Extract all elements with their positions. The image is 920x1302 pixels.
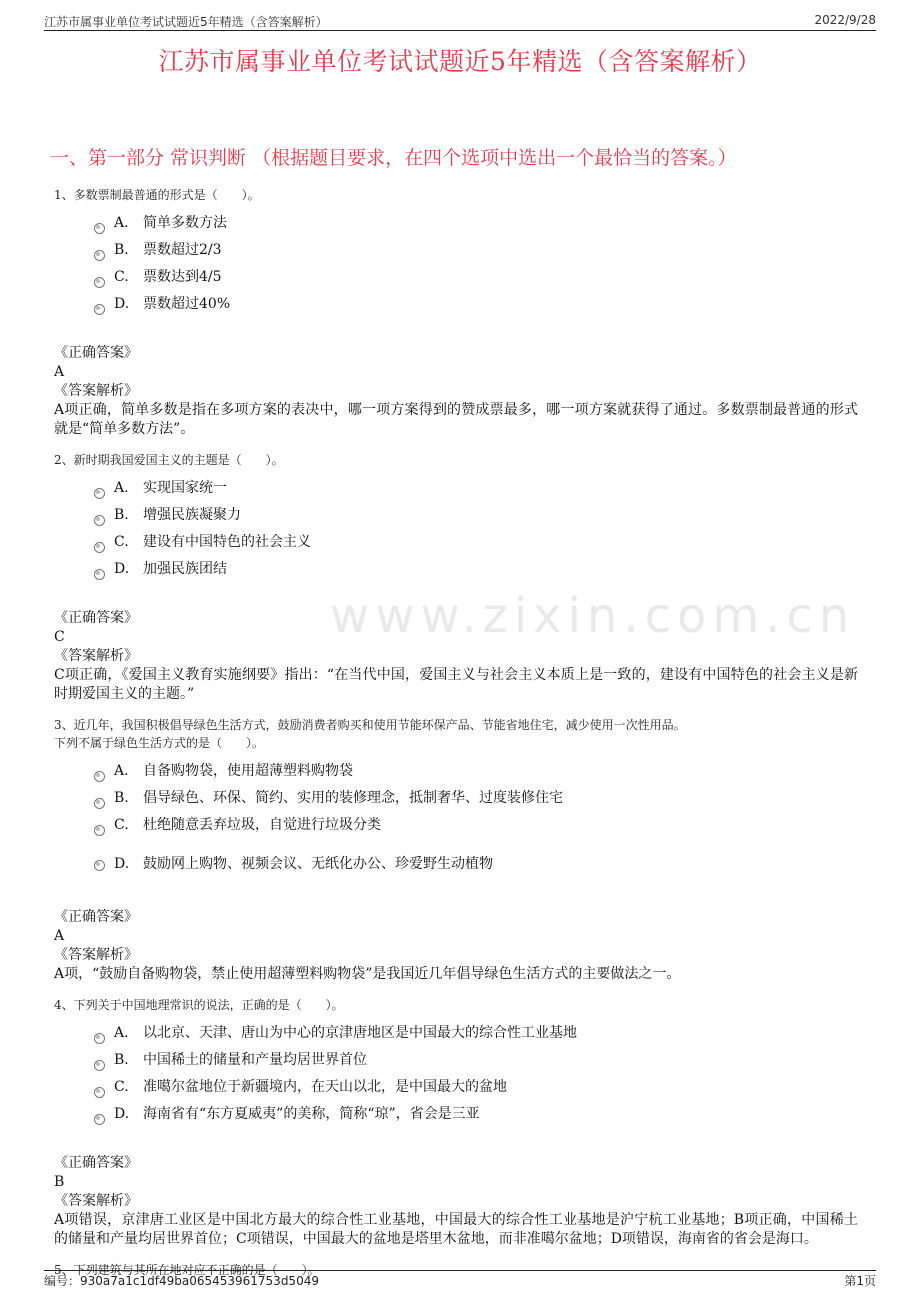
option-b[interactable] <box>94 502 858 529</box>
option-text: 自备购物袋，使用超薄塑料购物袋 <box>143 763 353 779</box>
radio-button[interactable] <box>94 1060 105 1071</box>
analysis-text: A项正确，简单多数是指在多项方案的表决中，哪一项方案得到的赞成票最多，哪一项方案就获得了通过。多数票制最普通的形式就是“简单多数方法”。 <box>54 402 858 437</box>
option-letter: B. <box>114 790 129 806</box>
option-d[interactable] <box>94 839 858 882</box>
option-b[interactable] <box>94 785 858 812</box>
option-text: 以北京、天津、唐山为中心的京津唐地区是中国最大的综合性工业基地 <box>143 1025 577 1041</box>
radio-button[interactable] <box>94 223 105 234</box>
option-c[interactable] <box>94 529 858 556</box>
question-list <box>54 186 858 1285</box>
radio-button[interactable] <box>94 515 105 526</box>
option-letter: D. <box>114 561 130 577</box>
correct-answer: C <box>54 629 65 645</box>
question-3 <box>54 716 858 984</box>
question-stem: 4、下列关于中国地理常识的说法，正确的是（ ）。 <box>54 998 344 1012</box>
answer-block <box>54 609 858 704</box>
option-text: 中国稀土的储量和产量均居世界首位 <box>143 1052 367 1068</box>
question-2 <box>54 451 858 704</box>
option-text: 准噶尔盆地位于新疆境内，在天山以北，是中国最大的盆地 <box>143 1079 507 1095</box>
question-stem: 3、近几年，我国积极倡导绿色生活方式，鼓励消费者购买和使用节能环保产品、节能省地住宅，减少使用一次性用品。 <box>54 718 686 732</box>
header-doc-title: 江苏市属事业单位考试试题近5年精选（含答案解析） <box>44 15 328 29</box>
option-b[interactable] <box>94 1047 858 1074</box>
analysis-label: 《答案解析》 <box>54 648 138 664</box>
option-a[interactable] <box>94 475 858 502</box>
radio-button[interactable] <box>94 542 105 553</box>
radio-button[interactable] <box>94 771 105 782</box>
analysis-text: A项错误，京津唐工业区是中国北方最大的综合性工业基地，中国最大的综合性工业基地是沪宁杭工业基地；B项正确，中国稀土的储量和产量均居世界首位；C项错误，中国最大的盆地是塔里木盆地，而非准噶尔盆地；D项错误，海南省的省会是海口。 <box>54 1212 858 1247</box>
option-text: 票数超过2/3 <box>143 242 222 258</box>
analysis-label: 《答案解析》 <box>54 1193 138 1209</box>
option-text: 杜绝随意丢弃垃圾，自觉进行垃圾分类 <box>143 817 381 833</box>
header-date: 2022/9/28 <box>814 13 876 27</box>
option-text: 海南省有“东方夏威夷”的美称，简称“琼”，省会是三亚 <box>143 1106 480 1122</box>
option-list <box>94 475 858 583</box>
option-letter: C. <box>114 1079 129 1095</box>
correct-answer-label: 《正确答案》 <box>54 345 138 361</box>
radio-button[interactable] <box>94 1087 105 1098</box>
correct-answer-label: 《正确答案》 <box>54 1155 138 1171</box>
radio-button[interactable] <box>94 277 105 288</box>
option-c[interactable] <box>94 1074 858 1101</box>
page-number: 第1页 <box>844 1274 876 1288</box>
option-d[interactable] <box>94 291 858 318</box>
question-4 <box>54 996 858 1249</box>
option-a[interactable] <box>94 210 858 237</box>
option-b[interactable] <box>94 237 858 264</box>
option-letter: D. <box>114 856 130 872</box>
option-text: 票数达到4/5 <box>143 269 222 285</box>
analysis-text: C项正确，《爱国主义教育实施纲要》指出：“在当代中国，爱国主义与社会主义本质上是一致的，建设有中国特色的社会主义是新时期爱国主义的主题。” <box>54 667 858 702</box>
option-a[interactable] <box>94 1020 858 1047</box>
option-d[interactable] <box>94 556 858 583</box>
radio-button[interactable] <box>94 1114 105 1125</box>
watermark: www.zixin.com.cn <box>330 588 856 644</box>
radio-button[interactable] <box>94 569 105 580</box>
question-stem: 5、下列建筑与其所在地对应不正确的是（ ）。 <box>54 1263 320 1277</box>
option-text: 增强民族凝聚力 <box>143 507 241 523</box>
option-text: 实现国家统一 <box>143 480 227 496</box>
analysis-label: 《答案解析》 <box>54 383 138 399</box>
page-header <box>44 0 876 31</box>
radio-button[interactable] <box>94 798 105 809</box>
analysis-label: 《答案解析》 <box>54 947 138 963</box>
option-letter: B. <box>114 242 129 258</box>
question-1 <box>54 186 858 439</box>
question-stem: 2、新时期我国爱国主义的主题是（ ）。 <box>54 453 284 467</box>
analysis-text: A项，“鼓励自备购物袋，禁止使用超薄塑料购物袋”是我国近几年倡导绿色生活方式的主要做法之一。 <box>54 966 681 982</box>
document-title: 江苏市属事业单位考试试题近5年精选（含答案解析） <box>158 47 762 76</box>
answer-block <box>54 1154 858 1249</box>
radio-button[interactable] <box>94 860 105 871</box>
option-list <box>94 758 858 882</box>
question-stem: 1、多数票制最普通的形式是（ ）。 <box>54 188 260 202</box>
option-list <box>94 1020 858 1128</box>
document-number: 编号：930a7a1c1df49ba065453961753d5049 <box>44 1274 319 1288</box>
correct-answer: A <box>54 928 65 944</box>
section-heading: 一、第一部分 常识判断 （根据题目要求，在四个选项中选出一个最恰当的答案。） <box>50 147 737 169</box>
correct-answer: B <box>54 1174 65 1190</box>
option-c[interactable] <box>94 812 858 839</box>
option-letter: C. <box>114 534 129 550</box>
option-letter: D. <box>114 296 130 312</box>
correct-answer-label: 《正确答案》 <box>54 610 138 626</box>
answer-block <box>54 344 858 439</box>
radio-button[interactable] <box>94 825 105 836</box>
option-letter: A. <box>114 1025 129 1041</box>
correct-answer: A <box>54 364 65 380</box>
radio-button[interactable] <box>94 304 105 315</box>
option-letter: A. <box>114 763 129 779</box>
option-list <box>94 210 858 318</box>
option-text: 加强民族团结 <box>143 561 227 577</box>
option-letter: C. <box>114 817 129 833</box>
answer-block <box>54 908 858 984</box>
radio-button[interactable] <box>94 250 105 261</box>
option-a[interactable] <box>94 758 858 785</box>
option-d[interactable] <box>94 1101 858 1128</box>
option-letter: B. <box>114 507 129 523</box>
radio-button[interactable] <box>94 1033 105 1044</box>
option-text: 建设有中国特色的社会主义 <box>143 534 311 550</box>
radio-button[interactable] <box>94 488 105 499</box>
option-text: 简单多数方法 <box>143 215 227 231</box>
option-letter: C. <box>114 269 129 285</box>
option-c[interactable] <box>94 264 858 291</box>
option-letter: A. <box>114 480 129 496</box>
option-letter: D. <box>114 1106 130 1122</box>
correct-answer-label: 《正确答案》 <box>54 909 138 925</box>
option-text: 倡导绿色、环保、简约、实用的装修理念，抵制奢华、过度装修住宅 <box>143 790 563 806</box>
option-text: 票数超过40% <box>143 296 231 312</box>
option-text: 鼓励网上购物、视频会议、无纸化办公、珍爱野生动植物 <box>143 856 493 872</box>
option-letter: B. <box>114 1052 129 1068</box>
option-letter: A. <box>114 215 129 231</box>
question-stem-line-2: 下列不属于绿色生活方式的是（ ）。 <box>54 736 265 750</box>
